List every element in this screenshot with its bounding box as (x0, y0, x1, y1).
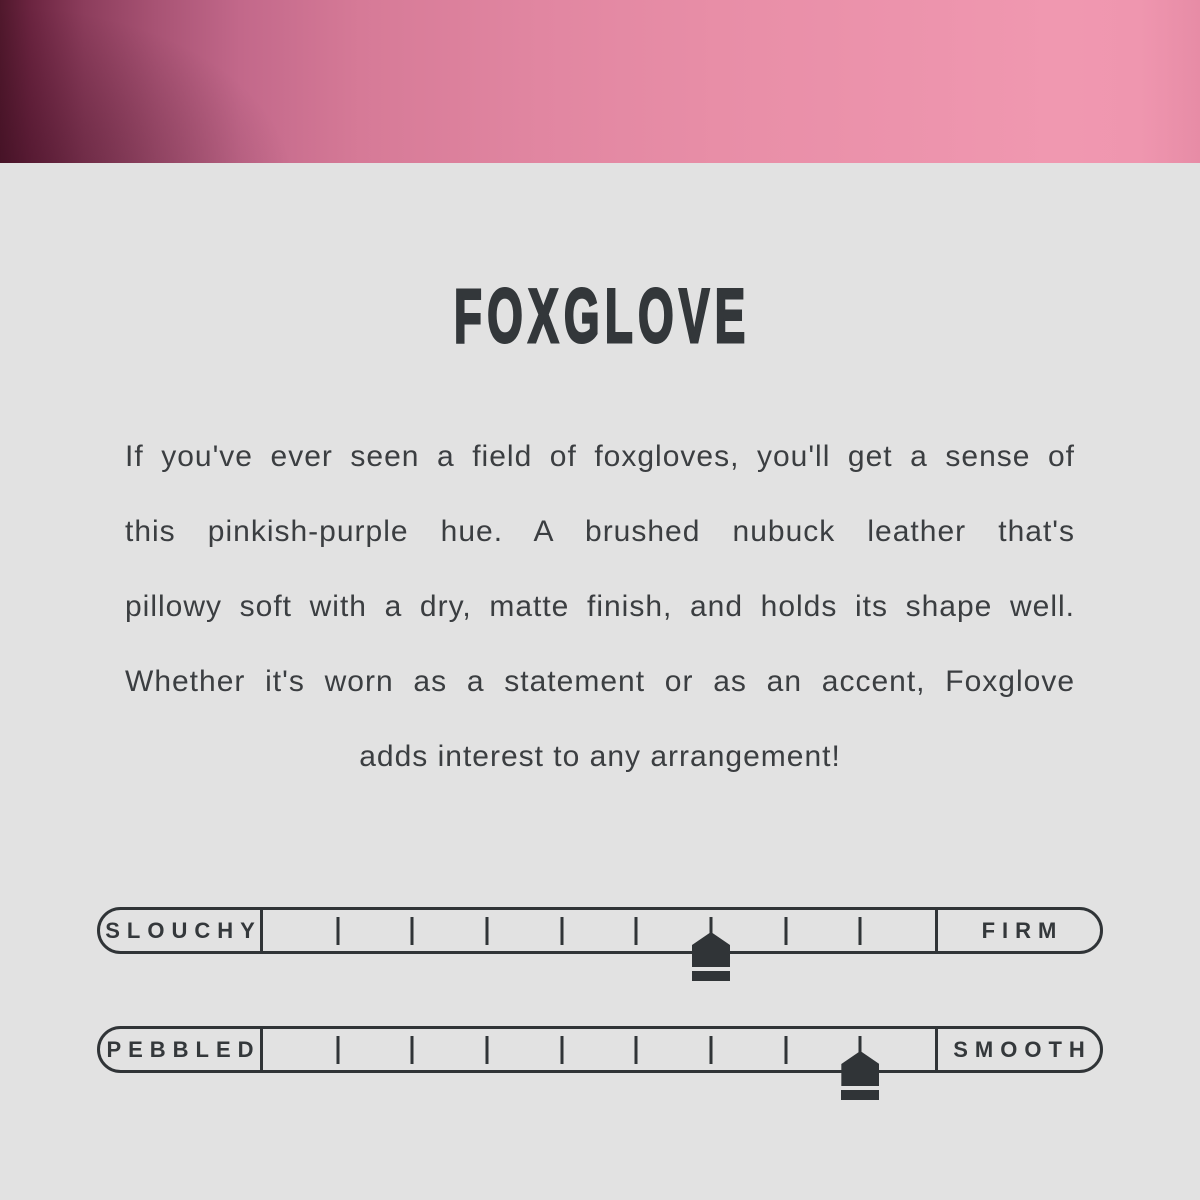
description-line: pillowy soft with a dry, matte finish, and holds its shape well. (125, 590, 1075, 623)
scale-track (97, 1026, 1103, 1073)
description-line: adds interest to any arrangement! (359, 740, 841, 773)
scale-pebbled-smooth (97, 1026, 1103, 1073)
tick-mark (784, 1036, 787, 1064)
scale-right-label: SMOOTH (953, 1036, 1092, 1062)
tick-mark (485, 1036, 488, 1064)
tick-mark (411, 1036, 414, 1064)
tick-mark (560, 917, 563, 945)
leather-swatch-image (0, 0, 1200, 163)
tick-mark (336, 1036, 339, 1064)
tick-mark (485, 917, 488, 945)
tick-mark (336, 917, 339, 945)
marker-base-bar (692, 971, 730, 981)
page-title: FOXGLOVE (454, 274, 751, 359)
texture-scales (97, 907, 1103, 1073)
tick-mark (635, 917, 638, 945)
description-line: this pinkish-purple hue. A brushed nubuck leather that's (125, 515, 1075, 548)
marker-arrow-icon (692, 932, 730, 967)
marker-base-bar (841, 1090, 879, 1100)
title-row (0, 272, 1200, 362)
scale-left-section (100, 1029, 260, 1070)
tick-mark (411, 917, 414, 945)
description-line: If you've ever seen a field of foxgloves, you'll get a sense of (125, 440, 1075, 473)
scale-marker-pointer (841, 1051, 879, 1100)
description-paragraph (125, 419, 1075, 794)
scale-track (97, 907, 1103, 954)
scale-left-label: SLOUCHY (105, 917, 262, 943)
tick-mark (784, 917, 787, 945)
scale-right-section (938, 910, 1100, 951)
marker-arrow-icon (841, 1051, 879, 1086)
scale-tick-area (260, 1029, 938, 1070)
tick-mark (560, 1036, 563, 1064)
scale-tick-area (260, 910, 938, 951)
tick-mark (859, 917, 862, 945)
scale-marker-pointer (692, 932, 730, 981)
scale-left-label: PEBBLED (106, 1036, 261, 1062)
scale-right-label: FIRM (981, 917, 1064, 943)
tick-mark (635, 1036, 638, 1064)
scale-slouchy-firm (97, 907, 1103, 954)
scale-right-section (938, 1029, 1100, 1070)
scale-left-section (100, 910, 260, 951)
description-line: Whether it's worn as a statement or as an accent, Foxglove (125, 665, 1075, 698)
tick-mark (710, 1036, 713, 1064)
